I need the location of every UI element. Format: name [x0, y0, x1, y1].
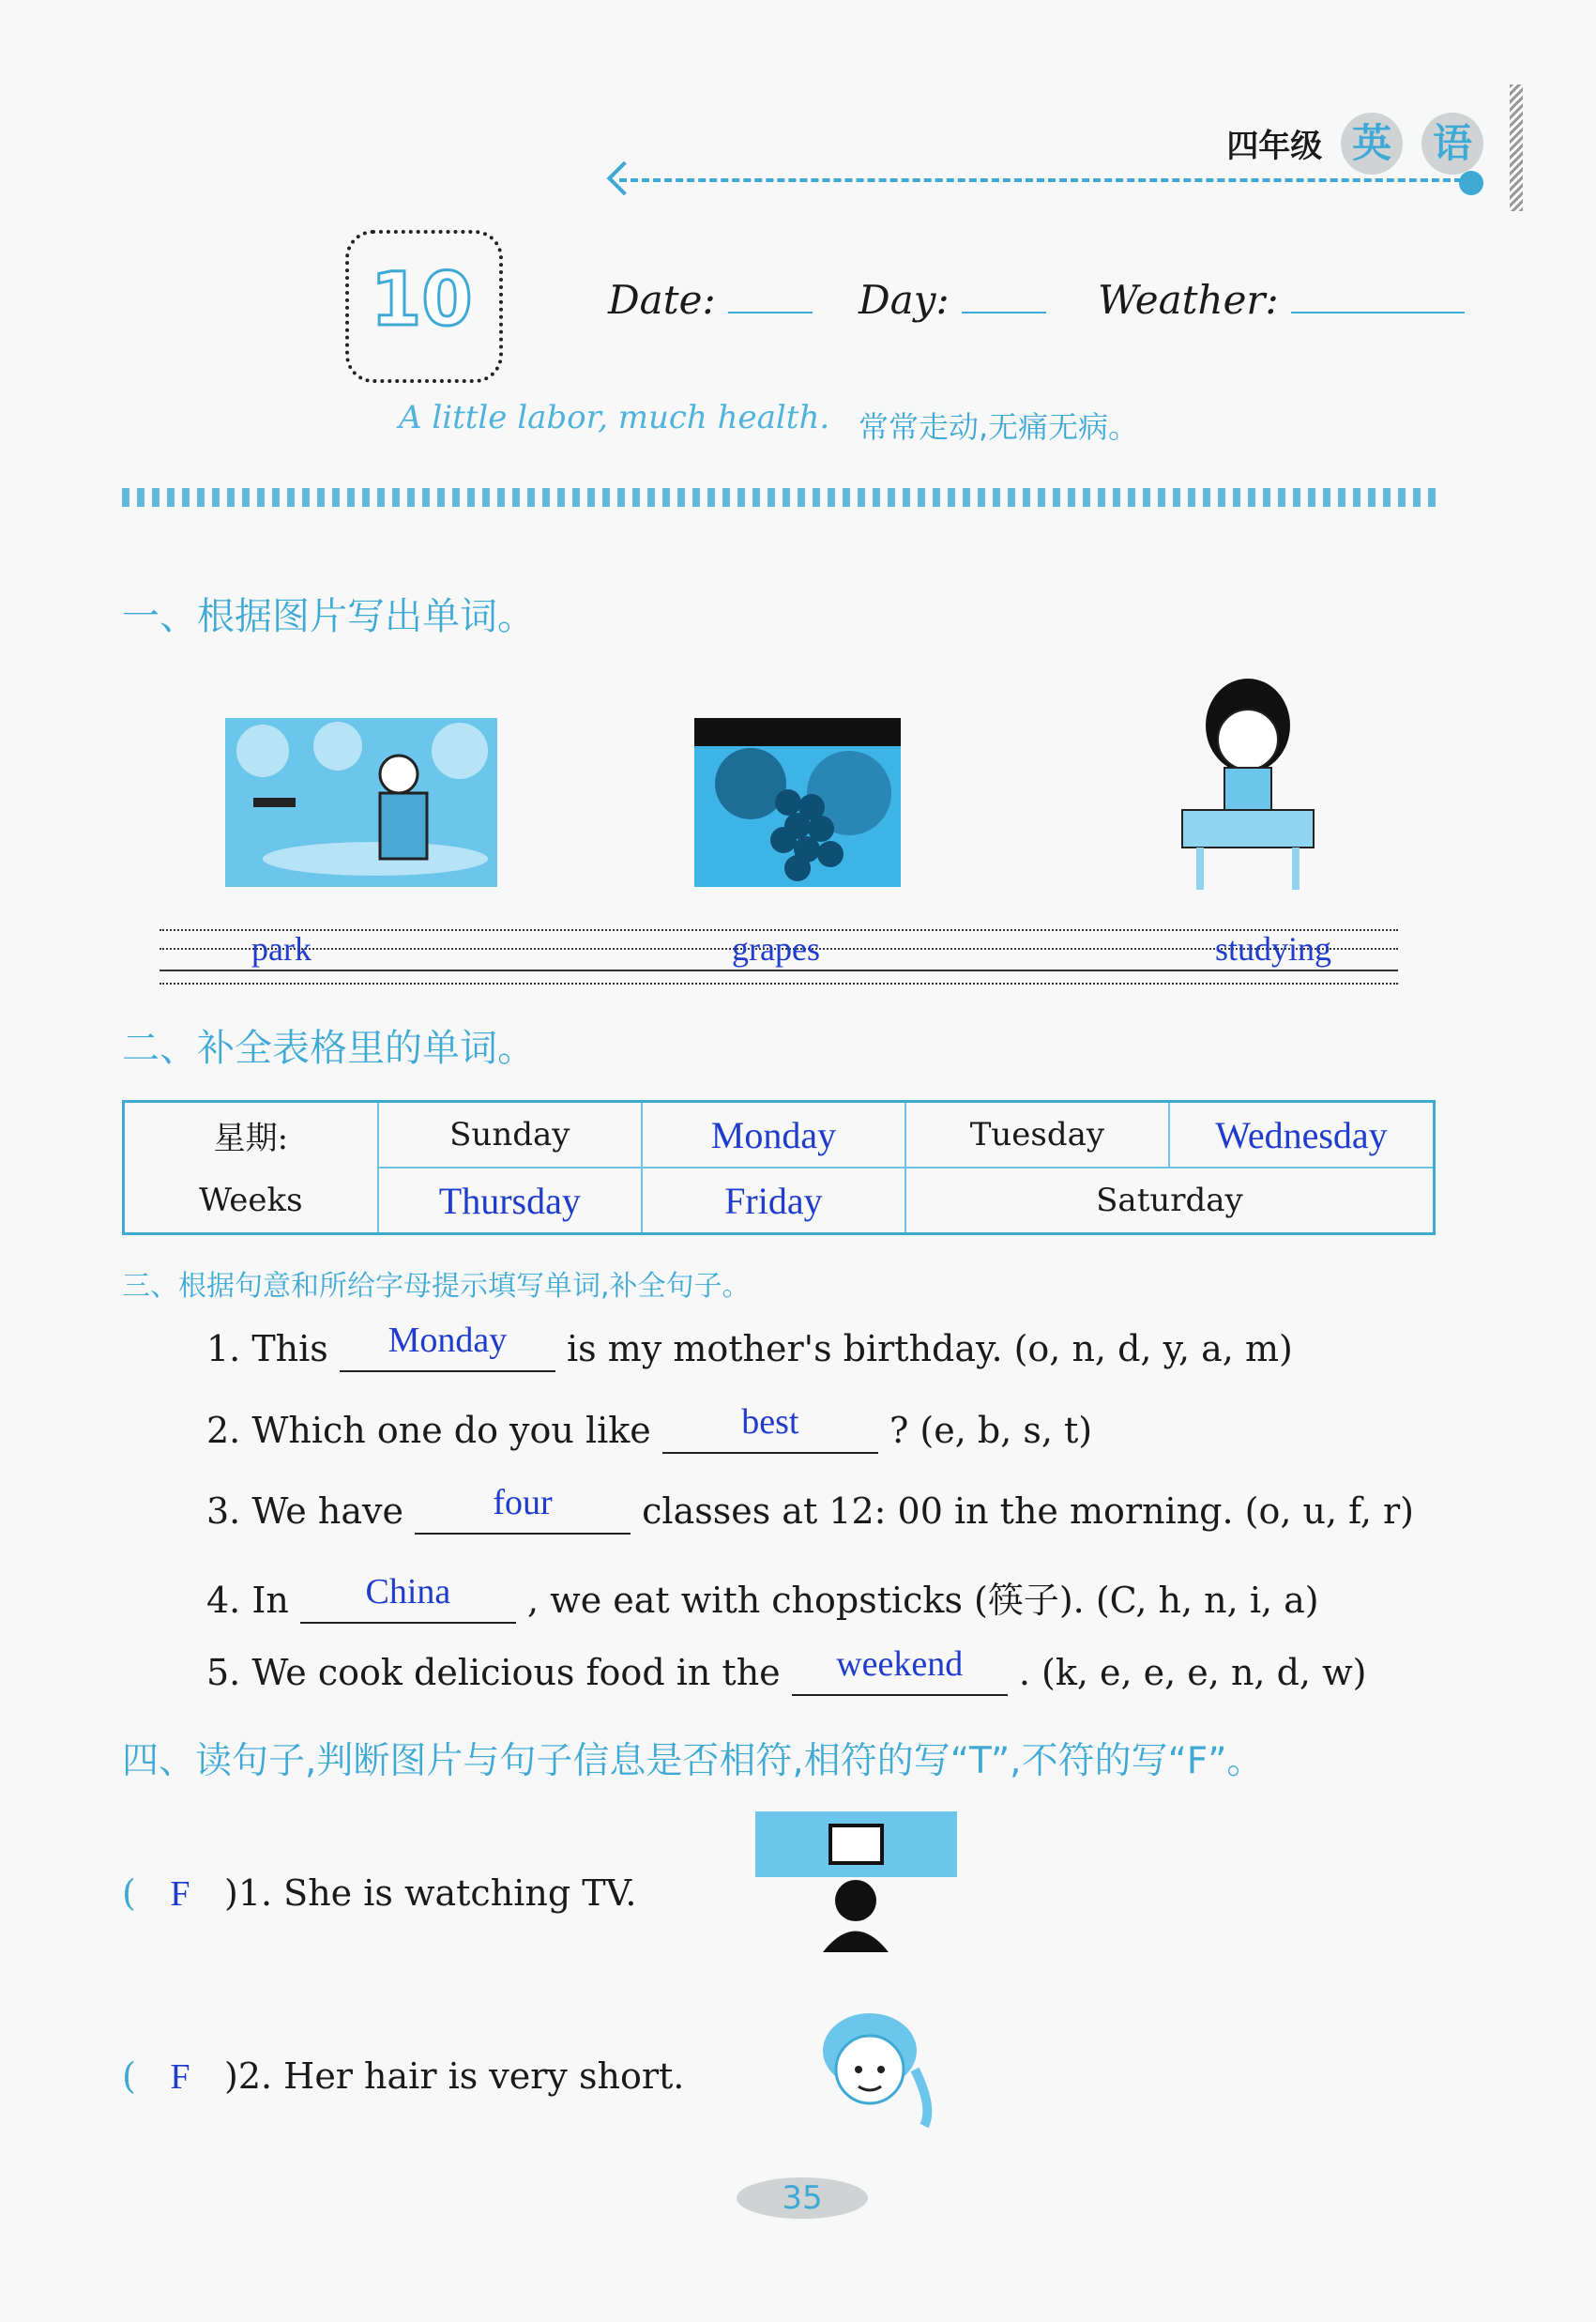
tv-viewer-illustration-icon [755, 1811, 957, 1962]
sentence-text: 5. We cook delicious food in the [206, 1652, 781, 1693]
sentence-4 [206, 1571, 1319, 1624]
cell-wednesday[interactable]: Wednesday [1169, 1102, 1435, 1169]
lesson-number: 10 [371, 258, 473, 343]
base-line [160, 970, 1398, 971]
girl-face-illustration-icon [802, 2004, 943, 2135]
sentence-text: , we eat with chopsticks (筷子). (C, h, n, i, a) [527, 1580, 1319, 1621]
answer-grapes[interactable]: grapes [732, 930, 820, 968]
section4-title: 四、读句子,判断图片与句子信息是否相符,相符的写“T”,不符的写“F”。 [122, 1740, 1264, 1782]
sentence-answer: weekend [836, 1644, 964, 1684]
subject-char-2: 语 [1421, 113, 1483, 175]
sentence-answer: Monday [388, 1321, 508, 1360]
page-number: 35 [737, 2177, 868, 2219]
cell-friday[interactable]: Friday [642, 1168, 905, 1234]
sentence-blank[interactable] [662, 1402, 878, 1454]
section1-title: 一、根据图片写出单词。 [122, 595, 535, 638]
watching-tv-picture [755, 1811, 957, 1962]
decorative-divider [122, 488, 1436, 507]
weather-field [1098, 277, 1465, 323]
dotted-line-bottom [160, 983, 1398, 985]
weather-label: Weather: [1098, 277, 1279, 323]
day-field [859, 277, 1046, 323]
sentence-text: classes at 12: 00 in the morning. (o, u, f, r) [642, 1490, 1415, 1532]
sentence-blank[interactable] [340, 1321, 555, 1372]
sentence-blank[interactable] [415, 1483, 631, 1535]
sentence-text: . (k, e, e, e, n, d, w) [1018, 1652, 1367, 1693]
arrow-dot-icon [1459, 171, 1483, 195]
cell-tuesday: Tuesday [905, 1102, 1169, 1169]
sentence-text: is my mother's birthday. (o, n, d, y, a, m) [567, 1328, 1293, 1369]
answer-studying[interactable]: studying [1215, 930, 1332, 968]
section3-title: 三、根据句意和所给字母提示填写单词,补全句子。 [122, 1270, 751, 1303]
grapes-illustration-icon [694, 718, 901, 887]
park-picture [225, 718, 497, 887]
sentence-text: 1. This [206, 1328, 328, 1369]
cell-saturday: Saturday [905, 1168, 1435, 1234]
sentence-answer: China [365, 1572, 451, 1612]
sentence-text: 2. Which one do you like [206, 1410, 651, 1451]
sentence-answer: four [493, 1483, 553, 1522]
sentence-3 [206, 1483, 1415, 1535]
sentence-2 [206, 1402, 1093, 1454]
weather-blank[interactable] [1291, 312, 1465, 313]
sentence-text: 4. In [206, 1580, 289, 1621]
weekday-table [122, 1100, 1436, 1235]
grapes-picture [694, 718, 901, 887]
sentence-5 [206, 1644, 1367, 1696]
studying-girl-illustration-icon [1173, 674, 1323, 894]
answer-park[interactable]: park [251, 930, 312, 968]
sentence-text: ? (e, b, s, t) [889, 1410, 1093, 1451]
cell-monday[interactable]: Monday [642, 1102, 905, 1169]
sentence-blank[interactable] [792, 1644, 1008, 1696]
date-field [608, 277, 813, 323]
day-blank[interactable] [962, 312, 1046, 313]
date-label: Date: [608, 277, 716, 323]
judge-answer[interactable]: F [170, 2057, 190, 2097]
judge-item-2 [122, 2055, 684, 2098]
table-label-chinese: 星期: [124, 1102, 378, 1169]
edge-stripe [1510, 84, 1523, 211]
judge-text: )2. Her hair is very short. [224, 2055, 685, 2097]
judge-item-1 [122, 1872, 636, 1915]
sentence-blank[interactable] [300, 1572, 516, 1624]
grade-subject-header [1226, 113, 1483, 175]
sentence-1 [206, 1321, 1293, 1372]
park-illustration-icon [225, 718, 497, 887]
day-label: Day: [859, 277, 950, 323]
dashed-arrow-line [619, 178, 1473, 182]
cell-sunday: Sunday [378, 1102, 642, 1169]
paren-open: ( [122, 2055, 136, 2097]
motto-english: A little labor, much health. [399, 399, 830, 436]
judge-text: )1. She is watching TV. [224, 1872, 637, 1914]
subject-char-1: 英 [1341, 113, 1403, 175]
cell-thursday[interactable]: Thursday [378, 1168, 642, 1234]
girl-short-hair-picture [802, 2004, 943, 2135]
sentence-answer: best [741, 1402, 799, 1442]
table-label-english: Weeks [124, 1168, 378, 1234]
judge-answer[interactable]: F [170, 1874, 190, 1914]
studying-girl-picture [1173, 674, 1323, 894]
date-blank[interactable] [728, 312, 813, 313]
motto-chinese: 常常走动,无痛无病。 [859, 409, 1139, 445]
grade-label: 四年级 [1226, 128, 1323, 165]
paren-open: ( [122, 1872, 136, 1914]
sentence-text: 3. We have [206, 1490, 403, 1532]
section2-title: 二、补全表格里的单词。 [122, 1027, 535, 1070]
